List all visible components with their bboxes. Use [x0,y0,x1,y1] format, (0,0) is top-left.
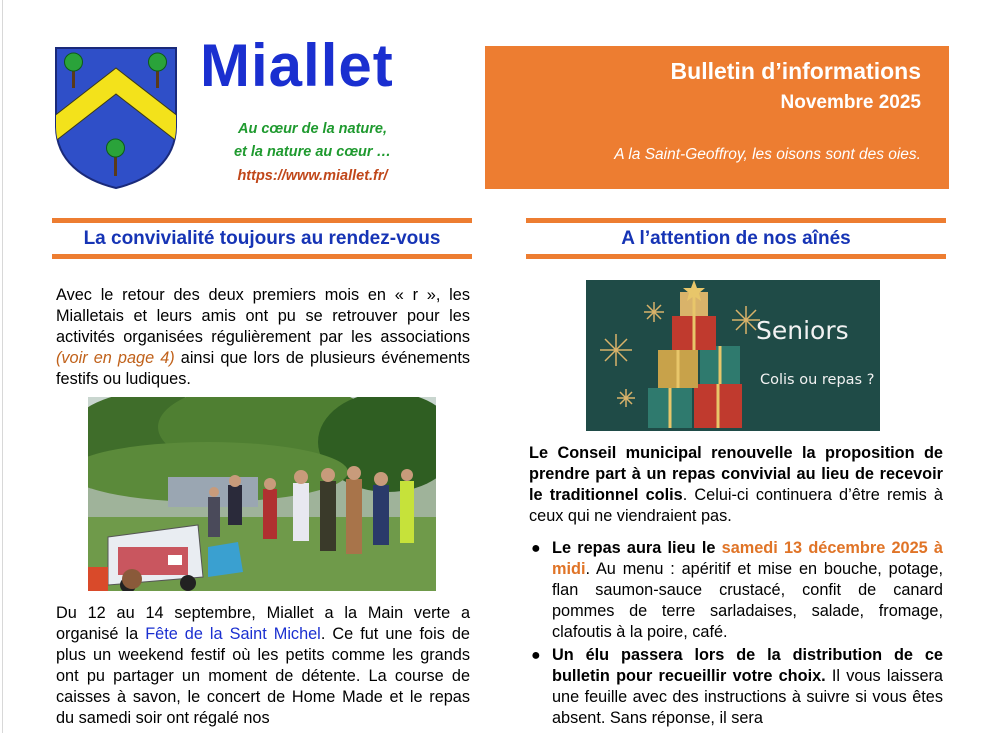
list-item [529,538,943,643]
list-item [529,645,943,729]
proposal-rest: . Celui-ci continuera d’être remis à ceux qui ne viendraient pas. [529,486,943,525]
proposal-bold: Le Conseil municipal renouvelle la proposition de prendre part à un repas convivial au lieu de recevoir le traditionnel colis [529,444,943,504]
motto-line-2: et la nature au cœur … [233,144,392,160]
bullet-icon: ● [531,540,541,557]
motto [205,118,420,164]
intro-text-a: Avec le retour des deux premiers mois en « r », les Mialletais et leurs amis ont pu se retrouver pour les activités organisées régulièrement par les associations [56,286,470,346]
coat-of-arms-icon [54,46,178,190]
section-header-right [526,218,946,259]
website-link[interactable]: https://www.miallet.fr/ [237,168,388,184]
intro-text-b: ainsi que lors de plusieurs événements festifs ou ludiques. [56,349,470,388]
saint-michel-story [56,603,470,729]
bullet1-bold: Le repas aura lieu le [552,539,722,557]
bulletin-title: Bulletin d’informations [670,58,921,84]
meal-date: samedi 13 décembre 2025 à midi [552,539,943,578]
section-title-conviviality: La convivialité toujours au rendez-vous [83,228,441,249]
bullet1-rest: . Au menu : apéritif et mise en bouche, potage, flan saumon-sauce crustacé, confit de canard pommes de terre sarladaises, salade, fromage, clafoutis à la poire, café. [552,560,943,641]
section-header-left [52,218,472,259]
bullet-icon: ● [531,647,541,664]
story-text-b: . Ce fut une fois de plus un weekend festif où les petits comme les grands ont pu partager un moment de détente. La course de caisses à savon, le concert de Home Made et le repas du samedi soir ont régalé nos [56,625,470,727]
conviviality-intro [56,285,470,390]
motto-line-1: Au cœur de la nature, [237,121,388,137]
town-name: Miallet [200,32,394,99]
seniors-image-title: Seniors [756,316,849,345]
seniors-bullet-list [529,538,943,731]
bullet2-bold: Un élu passera lors de la distribution de ce bulletin pour recueillir votre choix. [552,646,943,685]
page-edge [2,0,3,733]
story-text-a: Du 12 au 14 septembre, Miallet a la Main verte a organisé la [56,604,470,643]
seniors-image-subtitle: Colis ou repas ? [760,372,875,388]
soapbox-race-photo [88,397,436,591]
bulletin-quote: A la Saint-Geoffroy, les oisons sont des oies. [614,146,921,163]
council-proposal [529,443,943,527]
bullet2-rest: Il vous laissera une feuille avec des instructions à suivre si vous êtes absent. Sans réponse, il sera [552,667,943,727]
seniors-image [586,280,880,431]
bulletin-date: Novembre 2025 [780,92,921,113]
saint-michel-link[interactable]: Fête de la Saint Michel [145,625,321,643]
page-reference: (voir en page 4) [56,349,175,367]
bulletin-banner [485,46,949,189]
section-title-seniors: A l’attention de nos aînés [621,228,851,249]
